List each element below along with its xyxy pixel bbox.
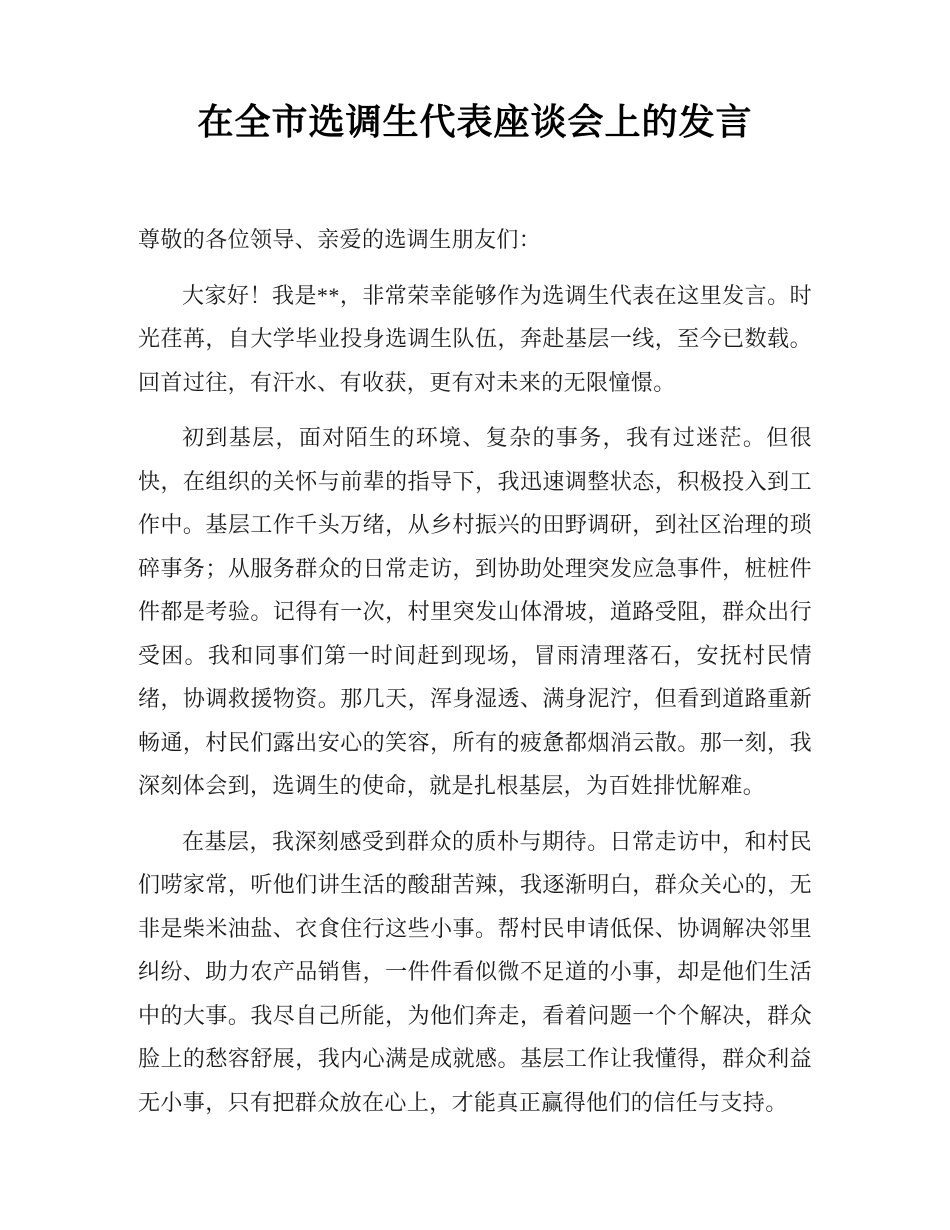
document-title: 在全市选调生代表座谈会上的发言: [197, 102, 753, 142]
salutation-line: 尊敬的各位领导、亲爱的选调生朋友们：: [138, 227, 542, 252]
paragraph-serving-the-people: 在基层，我深刻感受到群众的质朴与期待。日常走访中，和村民们唠家常，听他们讲生活的酸甜苦辣，我逐渐明白，群众关心的，无非是柴米油盐、衣食住行这些小事。帮村民申请低保、协调解决邻里纠纷、助力农产品销售，一件件看似微不足道的小事，却是他们生活中的大事。我尽自己所能，为他们奔走，看着问题一个个解决，群众脸上的愁容舒展，我内心满是成就感。基层工作让我懂得，群众利益无小事，只有把群众放在心上，才能真正赢得他们的信任与支持。: [138, 828, 812, 1115]
paragraph-grassroots-experience: 初到基层，面对陌生的环境、复杂的事务，我有过迷茫。但很快，在组织的关怀与前辈的指导下，我迅速调整状态，积极投入到工作中。基层工作千头万绪，从乡村振兴的田野调研，到社区治理的琐碎事务；从服务群众的日常走访，到协助处理突发应急事件，桩桩件件都是考验。记得有一次，村里突发山体滑坡，道路受阻，群众出行受困。我和同事们第一时间赶到现场，冒雨清理落石，安抚村民情绪，协调救援物资。那几天，浑身湿透、满身泥泞，但看到道路重新畅通，村民们露出安心的笑容，所有的疲惫都烟消云散。那一刻，我深刻体会到，选调生的使命，就是扎根基层，为百姓排忧解难。: [138, 425, 812, 798]
paragraph-self-introduction: 大家好！我是**，非常荣幸能够作为选调生代表在这里发言。时光荏苒，自大学毕业投身选调生队伍，奔赴基层一线，至今已数载。回首过往，有汗水、有收获，更有对未来的无限憧憬。: [138, 282, 812, 395]
